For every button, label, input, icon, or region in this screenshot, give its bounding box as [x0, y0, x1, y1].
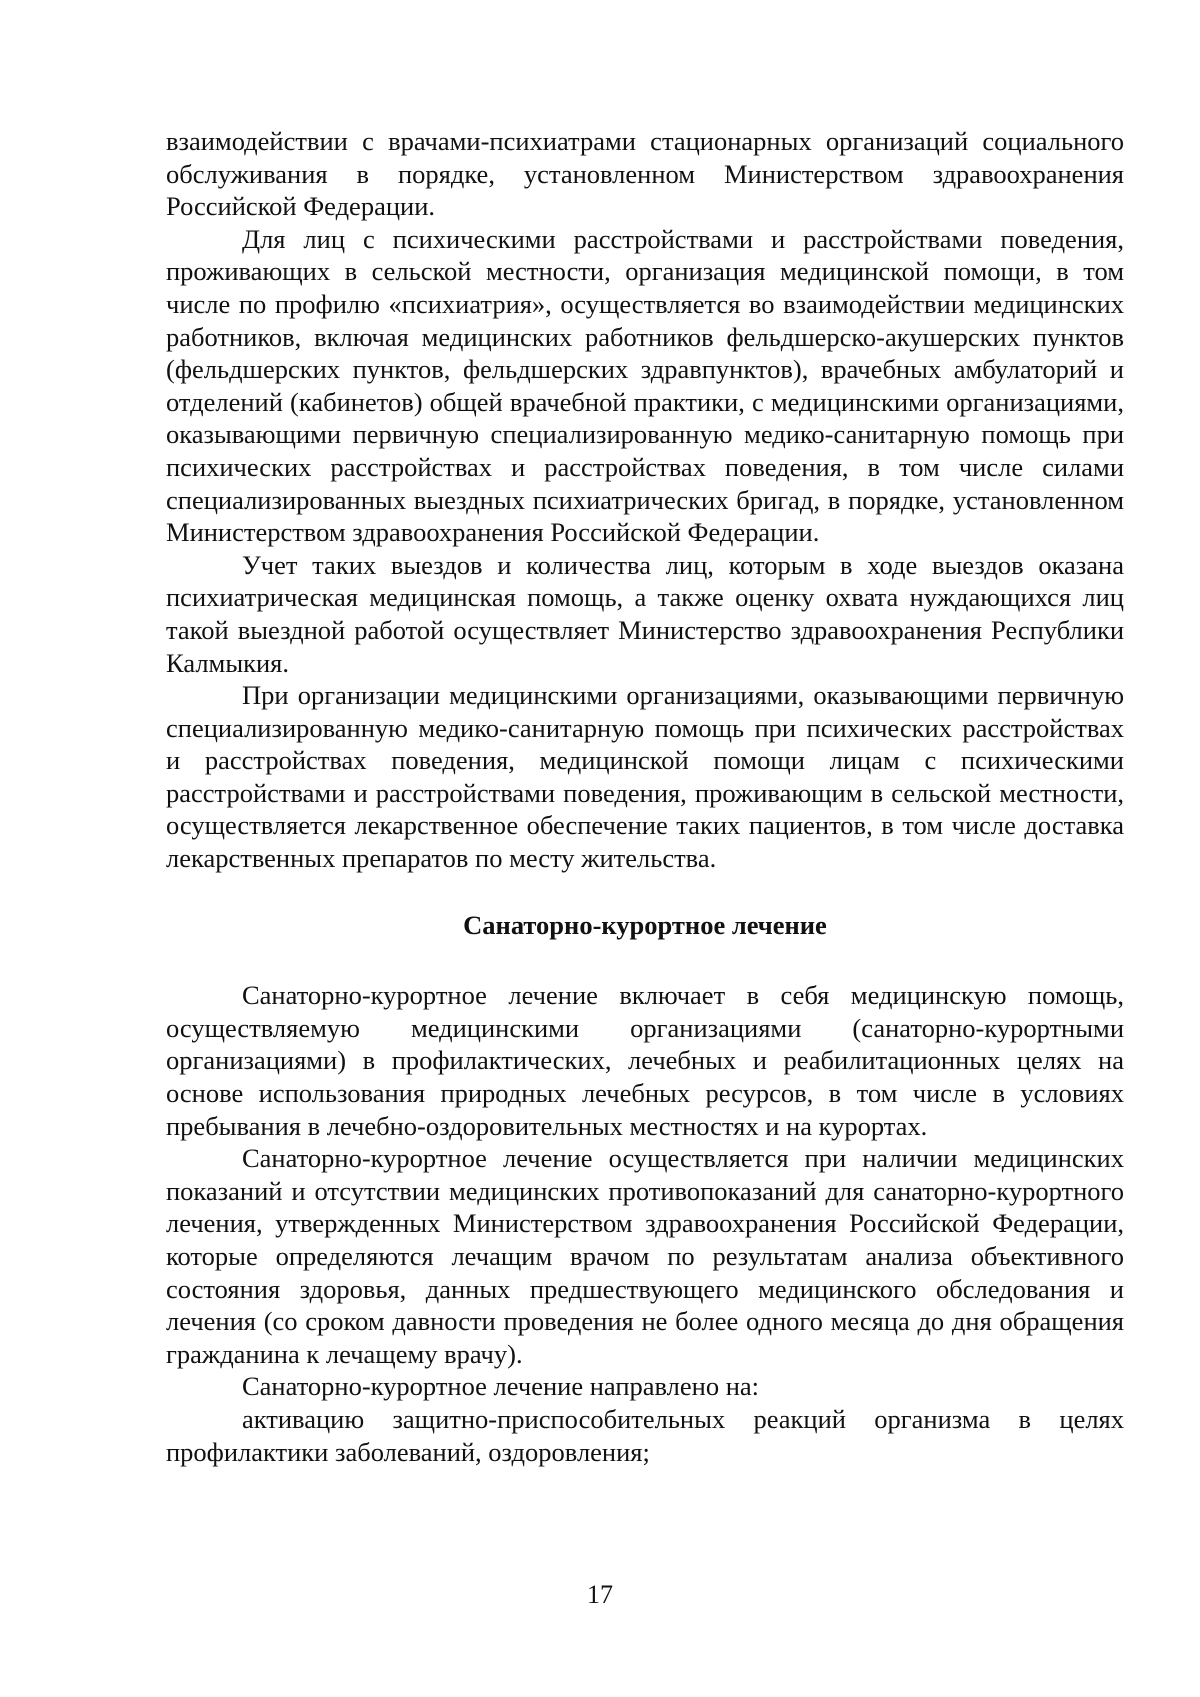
paragraph-drug-supply: При организации медицинскими организациями, оказывающими первичную специализированную медико-санитарную помощь при психических расстройствах и расстройствах поведения, медицинской помощи лицам с психическими расстройствами и расстройствами поведения, проживающим в сельской местности, осуществляется лекарственное обеспечение таких пациентов, в том числе доставка лекарственных препаратов по месту жительства. — [166, 680, 1124, 874]
paragraph-visit-accounting: Учет таких выездов и количества лиц, которым в ходе выездов оказана психиатрическая медицинская помощь, а также оценку охвата нуждающихся лиц такой выездной работой осуществляет Министерство здравоохранения Республики Калмыкия. — [166, 549, 1124, 678]
page-number: 17 — [587, 1580, 613, 1609]
paragraph-sanatorium-definition: Санаторно-курортное лечение включает в себя медицинскую помощь, осуществляемую медицинскими организациями (санаторно-курортными организациями) в профилактических, лечебных и реабилитационных целях на основе использования природных лечебных ресурсов, в том числе в условиях пребывания в лечебно-оздоровительных местностях и на курортах. — [166, 980, 1124, 1141]
document-body — [166, 125, 1124, 1468]
paragraph-aim-activation: активацию защитно-приспособительных реакций организма в целях профилактики заболеваний, оздоровления; — [166, 1403, 1124, 1467]
paragraph-rural-care: Для лиц с психическими расстройствами и расстройствами поведения, проживающих в сельской местности, организация медицинской помощи, в том числе по профилю «психиатрия», осуществляется во взаимодействии медицинских работников, включая медицинских работников фельдшерско-акушерских пунктов (фельдшерских пунктов, фельдшерских здравпунктов), врачебных амбулаторий и отделений (кабинетов) общей врачебной практики, с медицинскими организациями, оказывающими первичную специализированную медико-санитарную помощь при психических расстройствах и расстройствах поведения, в том числе силами специализированных выездных психиатрических бригад, в порядке, установленном Министерством здравоохранения Российской Федерации. — [166, 223, 1124, 548]
paragraph-continuation: взаимодействии с врачами-психиатрами стационарных организаций социального обслуживания в порядке, установленном Министерством здравоохранения Российской Федерации. — [166, 126, 1124, 222]
paragraph-sanatorium-indications: Санаторно-курортное лечение осуществляется при наличии медицинских показаний и отсутствии медицинских противопоказаний для санаторно-курортного лечения, утвержденных Министерством здравоохранения Российской Федерации, которые определяются лечащим врачом по результатам анализа объективного состояния здоровья, данных предшествующего медицинского обследования и лечения (со сроком давности проведения не более одного месяца до дня обращения гражданина к лечащему врачу). — [166, 1143, 1124, 1369]
paragraph-sanatorium-aims: Санаторно-курортное лечение направлено на: — [242, 1371, 760, 1402]
section-heading: Санаторно-курортное лечение — [463, 909, 827, 940]
